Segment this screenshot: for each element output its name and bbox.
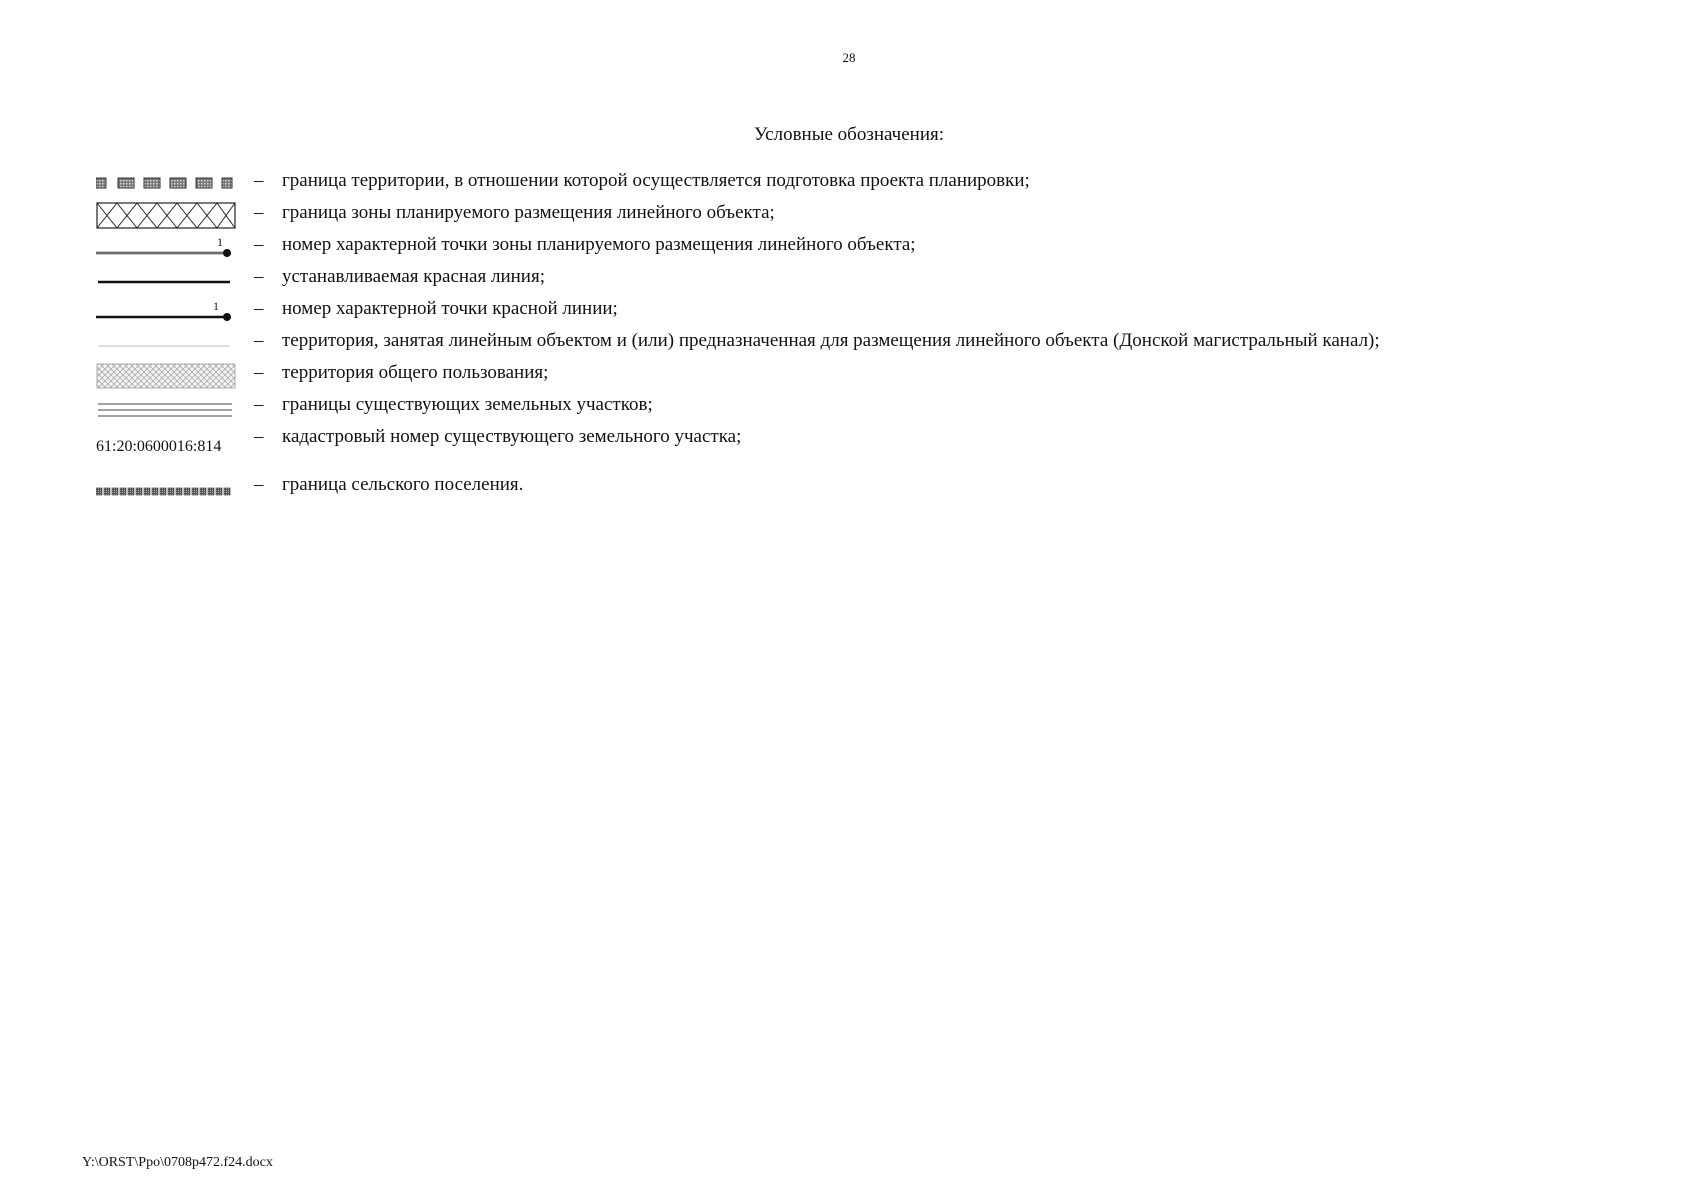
red-line-symbol: [96, 264, 238, 294]
public-territory-symbol: [96, 360, 238, 390]
legend-dash: –: [254, 362, 264, 383]
point-number-label: 1: [213, 299, 219, 313]
zone-point-symbol: [96, 232, 238, 262]
land-plot-border-symbol: [96, 392, 238, 422]
legend-item: [96, 232, 1656, 262]
legend-description: территория, занятая линейным объектом и (или) предназначенная для размещения линейного объекта (Донской магистральный канал);: [282, 330, 1380, 351]
crosshatch-border-symbol: [96, 200, 238, 230]
page-number: 28: [842, 50, 856, 65]
legend-description: границы существующих земельных участков;: [282, 394, 653, 415]
legend-item: [96, 264, 1656, 294]
legend-item: [96, 472, 1656, 502]
legend-description: граница зоны планируемого размещения линейного объекта;: [282, 202, 775, 223]
legend-dash: –: [254, 170, 264, 191]
legend-dash: –: [254, 394, 264, 415]
file-path-footer: Y:\ORST\Ppo\0708p472.f24.docx: [82, 1155, 273, 1170]
hatched-boundary-symbol: [96, 168, 238, 198]
legend-item: [96, 168, 1656, 198]
legend-item: [96, 328, 1656, 358]
legend-item: [96, 392, 1656, 422]
legend-description: граница территории, в отношении которой осуществляется подготовка проекта планировки;: [282, 170, 1030, 191]
red-line-point-symbol: [96, 296, 238, 326]
legend-item: [96, 360, 1656, 390]
legend-dash: –: [254, 426, 264, 447]
legend-dash: –: [254, 266, 264, 287]
settlement-boundary-symbol: [96, 472, 238, 502]
linear-object-territory-symbol: [96, 328, 238, 358]
legend-dash: –: [254, 234, 264, 255]
legend-item: [96, 424, 1656, 472]
legend-dash: –: [254, 474, 264, 495]
legend-dash: –: [254, 298, 264, 319]
legend-item: [96, 296, 1656, 326]
legend-dash: –: [254, 202, 264, 223]
legend-description: территория общего пользования;: [282, 362, 549, 383]
legend-description: устанавливаемая красная линия;: [282, 266, 545, 287]
legend-dash: –: [254, 330, 264, 351]
legend-description: граница сельского поселения.: [282, 474, 524, 495]
cadastral-number-symbol: [96, 424, 238, 472]
cadastral-number-sample: 61:20:0600016:814: [96, 438, 222, 455]
legend-item: [96, 200, 1656, 230]
legend-description: кадастровый номер существующего земельного участка;: [282, 426, 742, 447]
legend-title: Условные обозначения:: [753, 124, 945, 145]
legend-description: номер характерной точки красной линии;: [282, 298, 618, 319]
point-number-label: 1: [217, 235, 223, 249]
legend-description: номер характерной точки зоны планируемого размещения линейного объекта;: [282, 234, 916, 255]
